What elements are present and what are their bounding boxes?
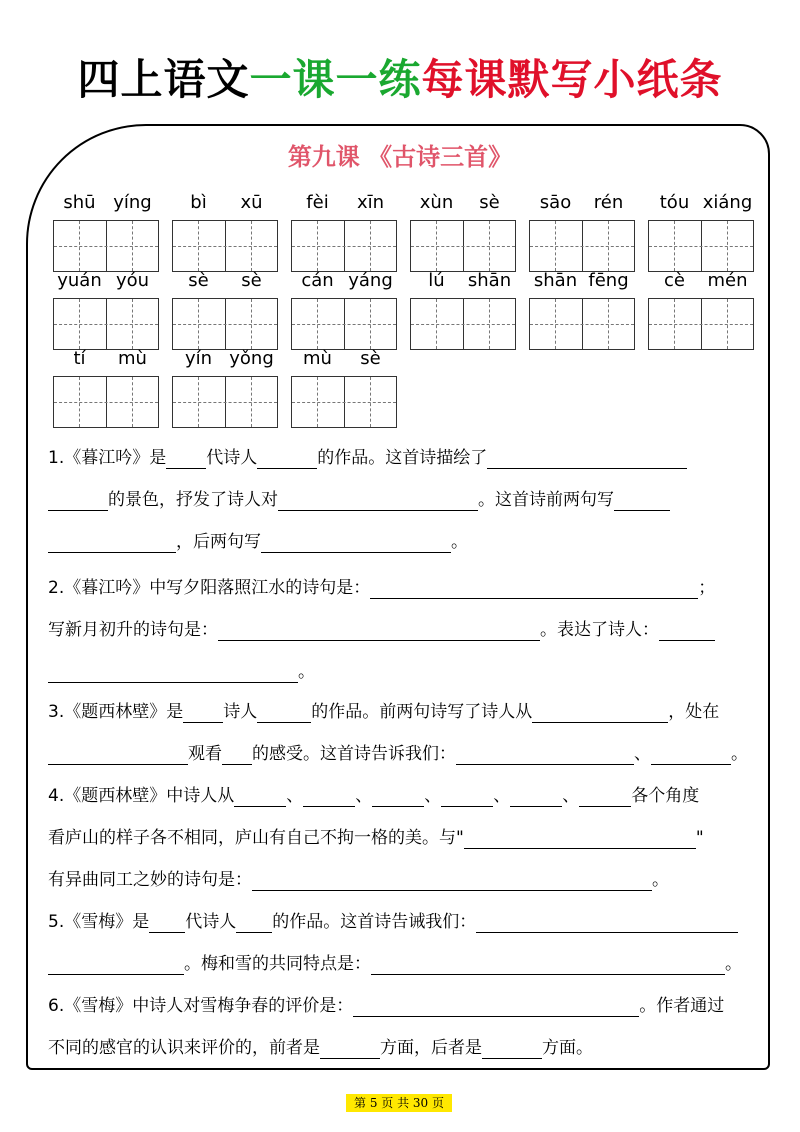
- pinyin-syllable: yóu: [115, 270, 150, 291]
- q4-text-d: ": [695, 828, 704, 848]
- pinyin-syllable: sāo: [539, 192, 572, 213]
- character-writing-boxes[interactable]: [410, 298, 516, 350]
- q2-text-d: 。表达了诗人：: [540, 620, 659, 640]
- q4-blank-angle-4[interactable]: [441, 780, 493, 807]
- pinyin-syllable: rén: [593, 192, 624, 213]
- q4-blank-angle-6[interactable]: [579, 780, 631, 807]
- pinyin-group: [172, 266, 278, 350]
- q1-text-a: 1.《暮江吟》是: [48, 448, 167, 468]
- q1-blank-first-lines-2[interactable]: [48, 526, 176, 553]
- pinyin-syllable: sè: [479, 192, 500, 213]
- q1-blank-scene-2[interactable]: [48, 484, 108, 511]
- q1-text-e: 。这首诗前两句写: [478, 490, 614, 510]
- q3-blank-position[interactable]: [48, 738, 188, 765]
- question-5-line-2: [48, 944, 754, 984]
- q5-blank-lesson-2[interactable]: [48, 948, 184, 975]
- pinyin-row: [291, 188, 397, 218]
- character-writing-boxes[interactable]: [529, 220, 635, 272]
- character-writing-boxes[interactable]: [53, 220, 159, 272]
- q4-blank-angle-2[interactable]: [303, 780, 355, 807]
- question-6-line-1: [48, 986, 754, 1026]
- q2-blank-moon-line[interactable]: [218, 614, 540, 641]
- pinyin-row: [172, 266, 278, 296]
- pinyin-syllable: yáng: [348, 270, 393, 291]
- q5-text-c: 的作品。这首诗告诫我们：: [272, 912, 477, 932]
- q1-blank-last-lines[interactable]: [261, 526, 451, 553]
- pinyin-syllable: sè: [360, 348, 381, 369]
- q4-sep-3: 、: [424, 786, 442, 806]
- q6-blank-evaluation[interactable]: [353, 990, 639, 1017]
- pinyin-group: [410, 188, 516, 272]
- question-5-line-1: [48, 902, 754, 942]
- pinyin-syllable: mù: [303, 348, 332, 369]
- q1-text-d: 的景色，抒发了诗人对: [108, 490, 278, 510]
- q4-sep-1: 、: [286, 786, 304, 806]
- pinyin-syllable: shū: [63, 192, 96, 213]
- q1-text-g: 。: [451, 532, 468, 552]
- pinyin-row: [53, 344, 159, 374]
- pinyin-group: [529, 266, 635, 350]
- q5-text-e: 。: [725, 954, 742, 974]
- q4-text-c: 看庐山的样子各不相同，庐山有自己不拘一格的美。与": [48, 828, 464, 848]
- pinyin-row: [648, 188, 754, 218]
- question-2-line-2: [48, 610, 754, 650]
- question-1-line-2: [48, 480, 754, 520]
- pinyin-group: [291, 266, 397, 350]
- q3-blank-lesson-2[interactable]: [651, 738, 731, 765]
- pinyin-row: [53, 266, 159, 296]
- pinyin-syllable: sè: [188, 270, 209, 291]
- q3-text-d: ，处在: [668, 702, 720, 722]
- question-6-line-2: [48, 1028, 754, 1068]
- q4-sep-5: 、: [562, 786, 580, 806]
- q2-blank-feeling-2[interactable]: [48, 656, 298, 683]
- q3-blank-view-from[interactable]: [532, 696, 668, 723]
- pinyin-syllable: yuán: [57, 270, 102, 291]
- character-writing-boxes[interactable]: [291, 220, 397, 272]
- q6-text-b: 。作者通过: [639, 996, 725, 1016]
- q4-sep-2: 、: [355, 786, 373, 806]
- character-writing-boxes[interactable]: [53, 376, 159, 428]
- q5-text-a: 5.《雪梅》是: [48, 912, 150, 932]
- pinyin-syllable: cè: [664, 270, 685, 291]
- pinyin-group: [529, 188, 635, 272]
- pinyin-row: [529, 266, 635, 296]
- pinyin-syllable: lú: [428, 270, 445, 291]
- character-writing-boxes[interactable]: [172, 376, 278, 428]
- question-1-line-3: [48, 522, 754, 562]
- q4-blank-angle-5[interactable]: [510, 780, 562, 807]
- lesson-title: 第九课 《古诗三首》: [287, 143, 513, 171]
- q4-blank-angle-1[interactable]: [234, 780, 286, 807]
- q3-text-e: 观看: [188, 744, 222, 764]
- question-3-line-1: [48, 692, 754, 732]
- character-writing-boxes[interactable]: [648, 220, 754, 272]
- q2-blank-sunset-line[interactable]: [370, 572, 698, 599]
- question-4-line-3: [48, 860, 754, 900]
- q1-text-f: ，后两句写: [176, 532, 261, 552]
- page-header: [0, 52, 800, 108]
- q5-blank-lesson[interactable]: [476, 906, 738, 933]
- q3-text-f: 的感受。这首诗告诉我们：: [252, 744, 456, 764]
- question-2-line-1: [48, 568, 754, 608]
- q1-blank-emotion[interactable]: [278, 484, 478, 511]
- header-part-1: 四上语文: [77, 55, 250, 104]
- character-writing-boxes[interactable]: [648, 298, 754, 350]
- q5-blank-poet[interactable]: [236, 906, 272, 933]
- pinyin-row: [172, 344, 278, 374]
- q3-text-b: 诗人: [223, 702, 258, 722]
- pinyin-syllable: shān: [533, 270, 578, 291]
- character-writing-boxes[interactable]: [53, 298, 159, 350]
- pinyin-syllable: tí: [73, 348, 86, 369]
- question-2-line-3: [48, 652, 754, 692]
- q3-text-a: 3.《题西林壁》是: [48, 702, 184, 722]
- pinyin-group: [648, 266, 754, 350]
- q6-text-a: 6.《雪梅》中诗人对雪梅争春的评价是：: [48, 996, 354, 1016]
- pinyin-row: [291, 266, 397, 296]
- pinyin-syllable: yǒng: [229, 348, 274, 369]
- page-footer: 第 5 页 共 30 页: [346, 1094, 452, 1112]
- q3-text-c: 的作品。前两句诗写了诗人从: [311, 702, 533, 722]
- q5-text-b: 代诗人: [185, 912, 237, 932]
- q5-text-d: 。梅和雪的共同特点是：: [184, 954, 371, 974]
- question-4-line-1: [48, 776, 754, 816]
- pinyin-syllable: cán: [301, 270, 334, 291]
- q2-text-b: ；: [698, 578, 716, 598]
- pinyin-syllable: xùn: [419, 192, 454, 213]
- pinyin-syllable: shān: [467, 270, 512, 291]
- character-writing-boxes[interactable]: [172, 298, 278, 350]
- character-writing-boxes[interactable]: [291, 376, 397, 428]
- pinyin-group: [53, 266, 159, 350]
- q3-blank-lesson-1[interactable]: [456, 738, 634, 765]
- q1-blank-scene[interactable]: [487, 442, 687, 469]
- pinyin-syllable: sè: [241, 270, 262, 291]
- pinyin-row: [529, 188, 635, 218]
- character-writing-boxes[interactable]: [172, 220, 278, 272]
- pinyin-syllable: xīn: [356, 192, 385, 213]
- pinyin-syllable: mù: [118, 348, 147, 369]
- pinyin-syllable: bì: [190, 192, 207, 213]
- pinyin-syllable: fēng: [588, 270, 629, 291]
- header-part-3: 每课默写小纸条: [421, 55, 723, 104]
- question-3-line-2: [48, 734, 754, 774]
- pinyin-row: [172, 188, 278, 218]
- q5-blank-common-trait[interactable]: [371, 948, 725, 975]
- header-part-2: 一课一练: [249, 55, 422, 104]
- character-writing-boxes[interactable]: [291, 298, 397, 350]
- pinyin-row: [410, 188, 516, 218]
- q2-blank-feeling[interactable]: [659, 614, 715, 641]
- q3-blank-object[interactable]: [222, 738, 252, 765]
- pinyin-row: [291, 344, 397, 374]
- question-1-line-1: [48, 438, 754, 478]
- q2-text-c: 写新月初升的诗句是：: [48, 620, 218, 640]
- pinyin-syllable: mén: [707, 270, 748, 291]
- q1-blank-first-lines[interactable]: [614, 484, 670, 511]
- q3-text-h: 。: [731, 744, 748, 764]
- q1-text-c: 的作品。这首诗描绘了: [317, 448, 488, 468]
- question-4-line-2: [48, 818, 754, 858]
- pinyin-row: [53, 188, 159, 218]
- q3-text-g: 、: [634, 744, 651, 764]
- pinyin-group: [172, 344, 278, 428]
- q6-blank-latter[interactable]: [482, 1032, 542, 1059]
- q1-text-b: 代诗人: [206, 448, 258, 468]
- q4-blank-angle-3[interactable]: [372, 780, 424, 807]
- pinyin-group: [291, 188, 397, 272]
- character-writing-boxes[interactable]: [410, 220, 516, 272]
- pinyin-syllable: yín: [184, 348, 213, 369]
- q4-text-e: 有异曲同工之妙的诗句是：: [48, 870, 252, 890]
- pinyin-group: [172, 188, 278, 272]
- pinyin-group: [53, 188, 159, 272]
- q4-sep-4: 、: [493, 786, 511, 806]
- character-writing-boxes[interactable]: [529, 298, 635, 350]
- pinyin-syllable: yíng: [113, 192, 152, 213]
- q4-text-b: 各个角度: [631, 786, 700, 806]
- q4-blank-similar-line[interactable]: [252, 864, 652, 891]
- q4-text-a: 4.《题西林壁》中诗人从: [48, 786, 235, 806]
- pinyin-group: [410, 266, 516, 350]
- q5-blank-dynasty[interactable]: [149, 906, 185, 933]
- pinyin-row: [648, 266, 754, 296]
- pinyin-syllable: xiáng: [702, 192, 753, 213]
- pinyin-group: [53, 344, 159, 428]
- q4-blank-quote[interactable]: [464, 822, 696, 849]
- pinyin-row: [410, 266, 516, 296]
- pinyin-syllable: fèi: [306, 192, 329, 213]
- pinyin-group: [291, 344, 397, 428]
- q1-blank-dynasty[interactable]: [166, 442, 206, 469]
- q4-text-f: 。: [652, 870, 669, 890]
- q1-blank-poet[interactable]: [257, 442, 317, 469]
- q3-blank-dynasty[interactable]: [183, 696, 223, 723]
- pinyin-syllable: xū: [240, 192, 263, 213]
- pinyin-group: [648, 188, 754, 272]
- q6-text-c: 不同的感官的认识来评价的，前者是: [48, 1038, 320, 1058]
- q2-text-e: 。: [298, 662, 315, 682]
- q6-text-d: 方面，后者是: [380, 1038, 482, 1058]
- q2-text-a: 2.《暮江吟》中写夕阳落照江水的诗句是：: [48, 578, 371, 598]
- q6-blank-former[interactable]: [320, 1032, 380, 1059]
- pinyin-syllable: tóu: [659, 192, 690, 213]
- q6-text-e: 方面。: [542, 1038, 593, 1058]
- q3-blank-poet[interactable]: [257, 696, 311, 723]
